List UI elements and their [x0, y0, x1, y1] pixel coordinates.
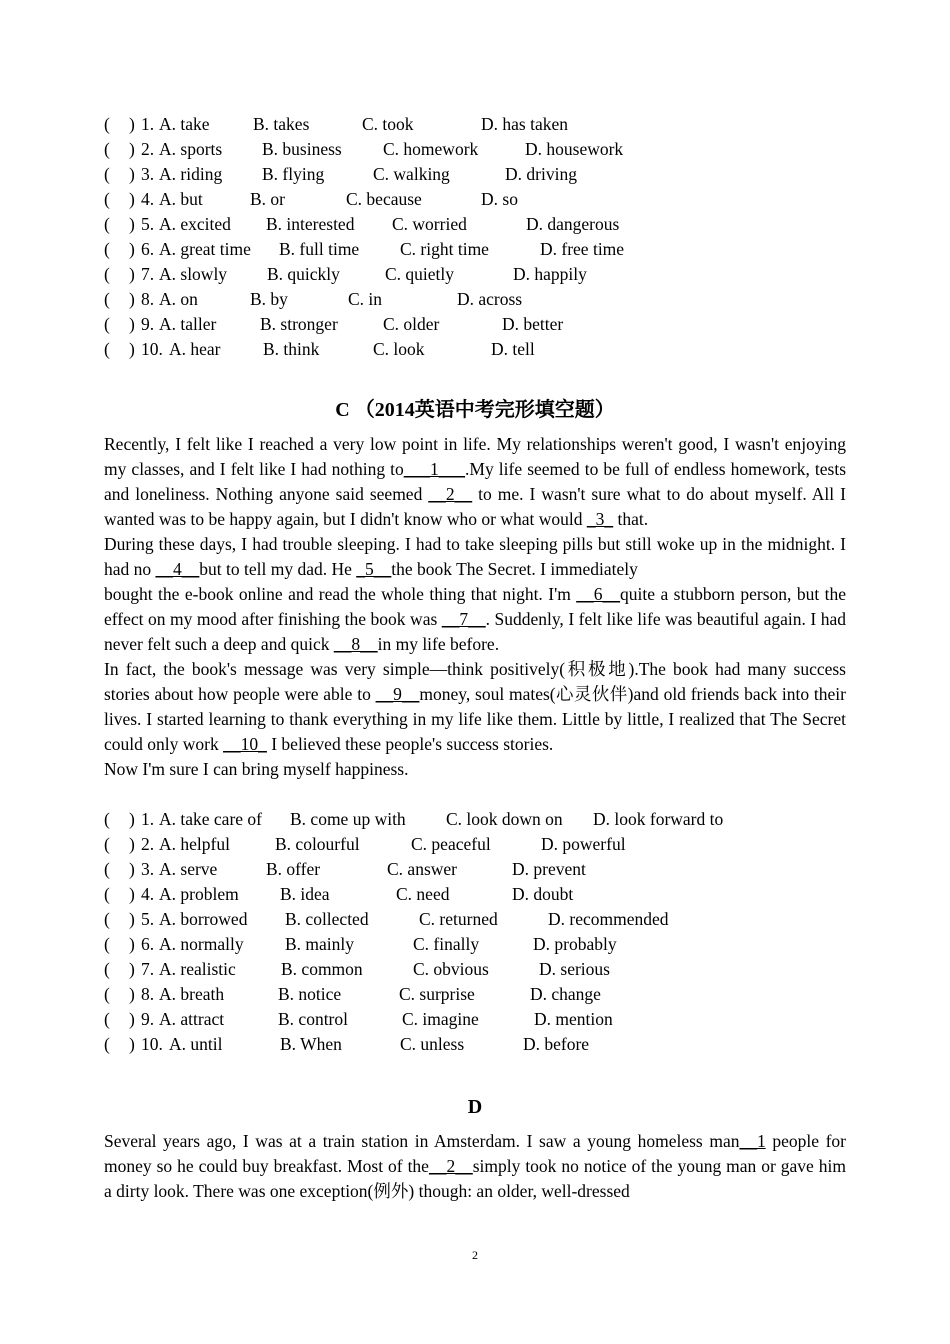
question-number: 7.	[141, 264, 155, 284]
option-b: B. by	[250, 289, 288, 309]
option-b: B. collected	[285, 909, 369, 929]
answer-bracket-open: (	[104, 239, 110, 259]
answer-bracket-close: )	[129, 909, 135, 929]
passage-text: the book The Secret. I immediately	[391, 559, 638, 579]
blank-1: __1	[739, 1131, 766, 1151]
document-page	[104, 112, 846, 1204]
option-row	[104, 287, 846, 312]
passage-text: quite a stubborn person, but the effect on my mood after finishing the book was	[104, 584, 847, 629]
answer-bracket-close: )	[129, 809, 135, 829]
option-row	[104, 1032, 846, 1057]
option-b: B. common	[281, 959, 363, 979]
blank-2: __2__	[428, 1156, 473, 1176]
question-number: 6.	[141, 934, 155, 954]
answer-bracket-open: (	[104, 884, 110, 904]
passage-text: I believed these people's success stories.	[266, 734, 554, 754]
answer-bracket-open: (	[104, 984, 110, 1004]
paragraph	[104, 582, 846, 657]
section-c-options	[104, 807, 846, 1057]
option-a: A. attract	[159, 1009, 225, 1029]
answer-bracket-close: )	[129, 959, 135, 979]
answer-bracket-open: (	[104, 114, 110, 134]
option-b: B. full time	[279, 239, 360, 259]
answer-bracket-close: )	[129, 239, 135, 259]
option-a: A. normally	[159, 934, 244, 954]
option-d: D. probably	[533, 934, 617, 954]
option-b: B. or	[250, 189, 285, 209]
option-c: C. peaceful	[411, 834, 491, 854]
option-c: C. answer	[387, 859, 457, 879]
option-b: B. come up with	[290, 809, 406, 829]
answer-bracket-close: )	[129, 214, 135, 234]
option-c: C. took	[362, 114, 414, 134]
option-b: B. offer	[266, 859, 321, 879]
option-d: D. housework	[525, 139, 624, 159]
paragraph	[104, 1129, 846, 1204]
option-a: A. breath	[159, 984, 225, 1004]
option-d: D. free time	[540, 239, 625, 259]
answer-bracket-open: (	[104, 214, 110, 234]
answer-bracket-close: )	[129, 264, 135, 284]
passage-text: people for money so he could buy breakfast. Most of the	[104, 1131, 846, 1176]
question-number: 6.	[141, 239, 155, 259]
answer-bracket-open: (	[104, 859, 110, 879]
option-b: B. idea	[280, 884, 330, 904]
answer-bracket-open: (	[104, 809, 110, 829]
section-b-options	[104, 112, 846, 362]
option-c: C. look down on	[446, 809, 563, 829]
option-row	[104, 857, 846, 882]
answer-bracket-close: )	[129, 884, 135, 904]
section-d-heading: D	[467, 1096, 483, 1118]
answer-bracket-close: )	[129, 834, 135, 854]
option-row	[104, 932, 846, 957]
option-a: A. great time	[159, 239, 251, 259]
option-a: A. taller	[159, 314, 217, 334]
option-c: C. walking	[373, 164, 450, 184]
option-a: A. borrowed	[159, 909, 248, 929]
option-b: B. mainly	[285, 934, 355, 954]
option-a: A. serve	[159, 859, 218, 879]
question-number: 1.	[141, 114, 155, 134]
answer-bracket-open: (	[104, 1009, 110, 1029]
option-c: C. surprise	[399, 984, 475, 1004]
question-number: 1.	[141, 809, 155, 829]
option-a: A. excited	[159, 214, 231, 234]
option-c: C. in	[348, 289, 383, 309]
question-number: 2.	[141, 834, 155, 854]
option-b: B. When	[280, 1034, 342, 1054]
passage-text: simply took no notice of the young man or gave him a dirty look. There was one exception(例外) though: an older, well-dressed	[104, 1156, 847, 1201]
answer-bracket-open: (	[104, 934, 110, 954]
option-d: D. recommended	[548, 909, 669, 929]
section-c-heading: C （2014英语中考完形填空题）	[335, 399, 615, 421]
option-d: D. look forward to	[593, 809, 724, 829]
passage-text: Recently, I felt like I reached a very low point in life. My relationships weren't good, I wasn't enjoying my classes, and I felt like I had nothing to	[104, 434, 846, 479]
question-number: 2.	[141, 139, 155, 159]
option-a: A. realistic	[159, 959, 236, 979]
option-b: B. notice	[278, 984, 342, 1004]
answer-bracket-open: (	[104, 289, 110, 309]
option-c: C. worried	[392, 214, 467, 234]
option-d: D. tell	[491, 339, 535, 359]
blank-6: __6__	[576, 584, 621, 604]
option-b: B. business	[262, 139, 342, 159]
answer-bracket-close: )	[129, 164, 135, 184]
blank-10: __10_	[223, 734, 267, 754]
option-d: D. across	[457, 289, 523, 309]
question-number: 3.	[141, 164, 155, 184]
question-number: 5.	[141, 214, 155, 234]
option-c: C. right time	[400, 239, 489, 259]
option-c: C. need	[396, 884, 450, 904]
option-a: A. take care of	[159, 809, 262, 829]
blank-1: ___1___	[403, 459, 466, 479]
answer-bracket-open: (	[104, 1034, 110, 1054]
passage-text: to me. I wasn't sure what to do about myself. All I wanted was to be happy again, but I didn't know who or what would	[104, 484, 846, 529]
passage-text: money, soul mates(心灵伙伴)and old friends back into their lives. I started learning to thank everything in my life like them. Little by little, I realized that The Secret could only work	[104, 684, 846, 754]
question-number: 5.	[141, 909, 155, 929]
option-row	[104, 957, 846, 982]
option-d: D. so	[481, 189, 518, 209]
blank-5: _5__	[356, 559, 392, 579]
option-b: B. stronger	[260, 314, 338, 334]
answer-bracket-open: (	[104, 139, 110, 159]
answer-bracket-close: )	[129, 934, 135, 954]
answer-bracket-open: (	[104, 164, 110, 184]
option-d: D. powerful	[541, 834, 626, 854]
option-row	[104, 907, 846, 932]
option-d: D. before	[523, 1034, 590, 1054]
answer-bracket-open: (	[104, 339, 110, 359]
option-a: A. helpful	[159, 834, 230, 854]
option-row	[104, 807, 846, 832]
option-b: B. flying	[262, 164, 325, 184]
option-d: D. change	[530, 984, 601, 1004]
passage-text: but to tell my dad. He	[199, 559, 357, 579]
passage-text: Now I'm sure I can bring myself happiness.	[104, 759, 409, 779]
answer-bracket-close: )	[129, 139, 135, 159]
page-number: 2	[472, 1248, 478, 1262]
question-number: 7.	[141, 959, 155, 979]
option-c: C. unless	[400, 1034, 465, 1054]
answer-bracket-close: )	[129, 1034, 135, 1054]
option-c: C. quietly	[385, 264, 455, 284]
answer-bracket-open: (	[104, 909, 110, 929]
option-b: B. think	[263, 339, 320, 359]
answer-bracket-open: (	[104, 189, 110, 209]
option-row	[104, 337, 846, 362]
option-d: D. prevent	[512, 859, 586, 879]
blank-8: __8__	[333, 634, 378, 654]
answer-bracket-close: )	[129, 1009, 135, 1029]
option-a: A. riding	[159, 164, 223, 184]
option-c: C. look	[373, 339, 425, 359]
passage-text: that.	[613, 509, 649, 529]
question-number: 8.	[141, 289, 155, 309]
option-d: D. has taken	[481, 114, 568, 134]
option-row	[104, 237, 846, 262]
passage-text: in my life before.	[377, 634, 500, 654]
blank-4: __4__	[155, 559, 200, 579]
option-row	[104, 1007, 846, 1032]
option-c: C. homework	[383, 139, 479, 159]
option-b: B. control	[278, 1009, 348, 1029]
passage-text: .My life seemed to be full of endless homework, tests and loneliness. Nothing anyone said seemed	[104, 459, 847, 504]
option-c: C. returned	[419, 909, 498, 929]
answer-bracket-close: )	[129, 984, 135, 1004]
answer-bracket-close: )	[129, 189, 135, 209]
option-c: C. obvious	[413, 959, 489, 979]
paragraph	[104, 757, 846, 782]
answer-bracket-close: )	[129, 314, 135, 334]
option-row	[104, 187, 846, 212]
blank-7: __7__	[441, 609, 486, 629]
option-c: C. older	[383, 314, 440, 334]
question-number: 10.	[141, 1034, 163, 1054]
option-a: A. until	[169, 1034, 223, 1054]
option-a: A. slowly	[159, 264, 228, 284]
question-number: 8.	[141, 984, 155, 1004]
option-row	[104, 212, 846, 237]
option-a: A. take	[159, 114, 210, 134]
question-number: 3.	[141, 859, 155, 879]
answer-bracket-close: )	[129, 289, 135, 309]
option-d: D. better	[502, 314, 564, 334]
blank-9: __9__	[375, 684, 420, 704]
question-number: 10.	[141, 339, 163, 359]
option-c: C. because	[346, 189, 422, 209]
passage-text: . Suddenly, I felt like life was beautiful again. I had never felt such a deep and quick	[104, 609, 846, 654]
section-d-passage	[104, 1129, 846, 1204]
answer-bracket-open: (	[104, 959, 110, 979]
blank-3: _3_	[586, 509, 614, 529]
option-a: A. but	[159, 189, 203, 209]
answer-bracket-close: )	[129, 114, 135, 134]
option-row	[104, 262, 846, 287]
question-number: 4.	[141, 189, 155, 209]
option-row	[104, 112, 846, 137]
paragraph	[104, 532, 846, 582]
option-row	[104, 982, 846, 1007]
question-number: 9.	[141, 1009, 155, 1029]
option-row	[104, 882, 846, 907]
option-d: D. dangerous	[526, 214, 620, 234]
option-row	[104, 312, 846, 337]
option-row	[104, 162, 846, 187]
answer-bracket-close: )	[129, 339, 135, 359]
option-b: B. interested	[266, 214, 355, 234]
blank-2: __2__	[428, 484, 473, 504]
option-d: D. serious	[539, 959, 610, 979]
option-b: B. colourful	[275, 834, 360, 854]
option-d: D. doubt	[512, 884, 574, 904]
option-b: B. takes	[253, 114, 310, 134]
section-c-passage	[104, 432, 846, 782]
passage-text: During these days, I had trouble sleeping. I had to take sleeping pills but still woke up in the midnight. I had no	[104, 534, 846, 579]
passage-text: bought the e-book online and read the whole thing that night. I'm	[104, 584, 577, 604]
paragraph	[104, 657, 846, 757]
question-number: 9.	[141, 314, 155, 334]
option-a: A. sports	[159, 139, 223, 159]
paragraph	[104, 432, 846, 532]
option-a: A. hear	[169, 339, 221, 359]
option-d: D. mention	[534, 1009, 613, 1029]
option-a: A. problem	[159, 884, 239, 904]
question-number: 4.	[141, 884, 155, 904]
option-row	[104, 832, 846, 857]
answer-bracket-open: (	[104, 834, 110, 854]
option-a: A. on	[159, 289, 198, 309]
option-c: C. finally	[413, 934, 480, 954]
option-b: B. quickly	[267, 264, 340, 284]
answer-bracket-open: (	[104, 314, 110, 334]
option-row	[104, 137, 846, 162]
passage-text: Several years ago, I was at a train station in Amsterdam. I saw a young homeless man	[104, 1131, 740, 1151]
option-c: C. imagine	[402, 1009, 479, 1029]
option-d: D. happily	[513, 264, 587, 284]
answer-bracket-open: (	[104, 264, 110, 284]
answer-bracket-close: )	[129, 859, 135, 879]
option-d: D. driving	[505, 164, 577, 184]
passage-text: In fact, the book's message was very simple—think positively(积极地).The book had many success stories about how people were able to	[104, 659, 846, 704]
